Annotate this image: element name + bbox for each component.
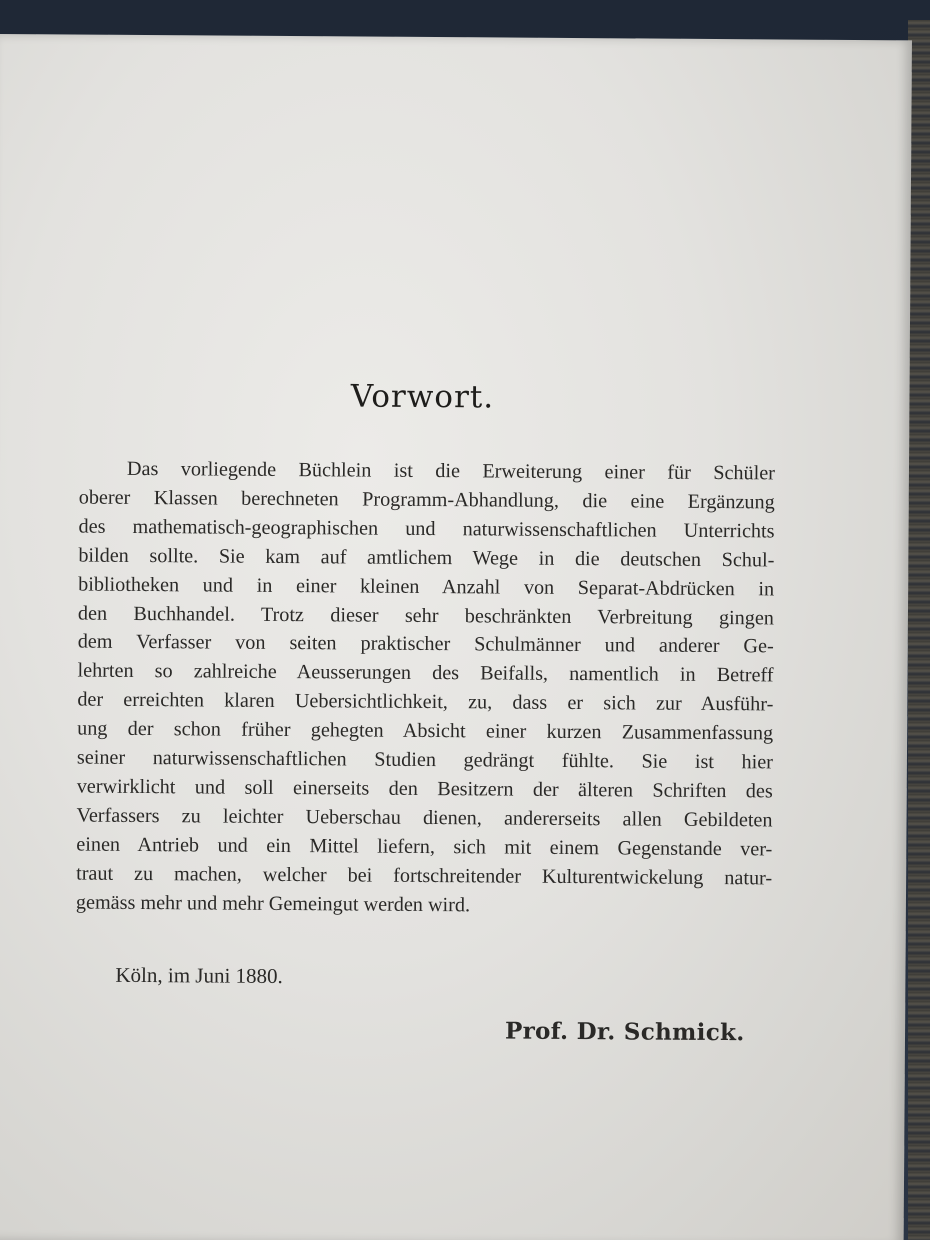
paragraph-line: den Buchhandel. Trotz dieser sehr beschränkten Verbreitung gingen — [77, 602, 775, 629]
paragraph-line: des mathematisch-geographischen und naturwissenschaftlichen Unterrichts — [78, 515, 775, 543]
paragraph-line: traut zu machen, welcher bei fortschreitender Kulturentwickelung natur- — [76, 862, 773, 890]
paragraph-line: der erreichten klaren Uebersichtlichkeit, zu, dass er sich zur Ausführ- — [77, 688, 774, 716]
paragraph-line: ung der schon früher gehegten Absicht einer kurzen Zusammenfassung — [77, 717, 774, 745]
paragraph-line: einen Antrieb und ein Mittel liefern, sich mit einem Gegenstande ver- — [76, 833, 773, 861]
page-title: Vorwort. — [350, 378, 495, 416]
place-date: Köln, im Juni 1880. — [115, 962, 283, 988]
paragraph-line: bibliotheken und in einer kleinen Anzahl von Separat-Abdrücken in — [78, 573, 775, 601]
book-page — [0, 34, 912, 1240]
paragraph-line: Verfassers zu leichter Ueberschau dienen, andererseits allen Gebildeten — [76, 804, 773, 832]
paragraph-line: seiner naturwissenschaftlichen Studien gedrängt fühlte. Sie ist hier — [76, 746, 774, 774]
paragraph-line: oberer Klassen berechneten Programm-Abhandlung, die eine Ergänzung — [78, 486, 775, 514]
book-edge — [908, 20, 930, 1240]
paragraph-line: dem Verfasser von seiten praktischer Schulmänner und anderer Ge- — [77, 630, 774, 658]
preface-paragraph — [76, 455, 775, 922]
paragraph-line: gemäss mehr und mehr Gemeingut werden wird. — [75, 891, 471, 916]
paragraph-line: bilden sollte. Sie kam auf amtlichem Wege in die deutschen Schul- — [78, 544, 775, 572]
paragraph-line: verwirklicht und soll einerseits den Besitzern der älteren Schriften des — [76, 775, 773, 803]
author-signature: Prof. Dr. Schmick. — [504, 1017, 745, 1047]
paragraph-line: Das vorliegende Büchlein ist die Erweiterung einer für Schüler — [126, 457, 776, 485]
paragraph-line: lehrten so zahlreiche Aeusserungen des Beifalls, namentlich in Betreff — [77, 659, 774, 687]
